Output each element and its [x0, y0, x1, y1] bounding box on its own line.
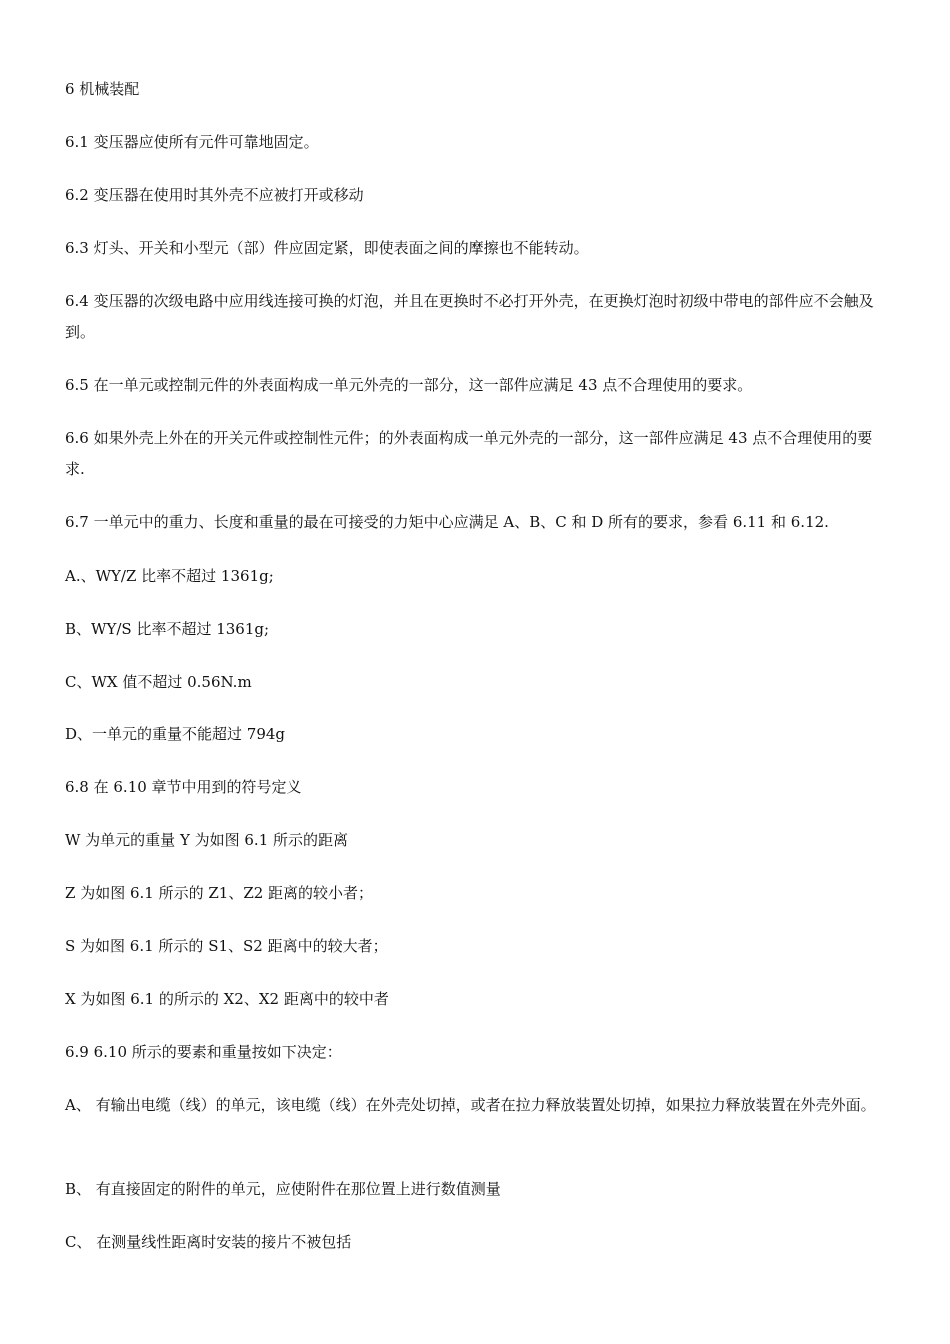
clause-6-1: 6.1 变压器应使所有元件可靠地固定。 [65, 133, 319, 151]
clause-6-8: 6.8 在 6.10 章节中用到的符号定义 [65, 778, 302, 796]
clause-6-6: 6.6 如果外壳上外在的开关元件或控制性元件；的外表面构成一单元外壳的一部分，这一部件应满足 43 点不合理使用的要求. [65, 429, 873, 478]
clause-6-2: 6.2 变压器在使用时其外壳不应被打开或移动 [65, 186, 364, 204]
requirement-a: A.、WY/Z 比率不超过 1361g; [65, 567, 274, 585]
item-a: A、 有输出电缆（线）的单元，该电缆（线）在外壳处切掉，或者在拉力释放装置处切掉，如果拉力释放装置在外壳外面。 [65, 1096, 876, 1114]
symbol-w-y: W 为单元的重量 Y 为如图 6.1 所示的距离 [65, 831, 349, 849]
clause-6-3: 6.3 灯头、开关和小型元（部）件应固定紧，即使表面之间的摩擦也不能转动。 [65, 239, 589, 257]
clause-6-7: 6.7 一单元中的重力、长度和重量的最在可接受的力矩中心应满足 A、B、C 和 D 所有的要求，参看 6.11 和 6.12. [65, 513, 829, 531]
symbol-x: X 为如图 6.1 的所示的 X2、X2 距离中的较中者 [65, 990, 389, 1008]
clause-6-4: 6.4 变压器的次级电路中应用线连接可换的灯泡，并且在更换时不必打开外壳，在更换灯泡时初级中带电的部件应不会触及到。 [65, 292, 874, 341]
requirement-c: C、WX 值不超过 0.56N.m [65, 673, 252, 691]
section-6-heading: 6 机械装配 [65, 80, 140, 98]
item-b: B、 有直接固定的附件的单元，应使附件在那位置上进行数值测量 [65, 1180, 501, 1198]
item-c: C、 在测量线性距离时安装的接片不被包括 [65, 1233, 352, 1251]
requirement-d: D、一单元的重量不能超过 794g [65, 725, 286, 743]
clause-6-9: 6.9 6.10 所示的要素和重量按如下决定： [65, 1043, 342, 1061]
requirement-b: B、WY/S 比率不超过 1361g; [65, 620, 270, 638]
symbol-s: S 为如图 6.1 所示的 S1、S2 距离中的较大者； [65, 937, 388, 955]
clause-6-5: 6.5 在一单元或控制元件的外表面构成一单元外壳的一部分，这一部件应满足 43 点不合理使用的要求。 [65, 376, 753, 394]
symbol-z: Z 为如图 6.1 所示的 Z1、Z2 距离的较小者； [65, 884, 374, 902]
